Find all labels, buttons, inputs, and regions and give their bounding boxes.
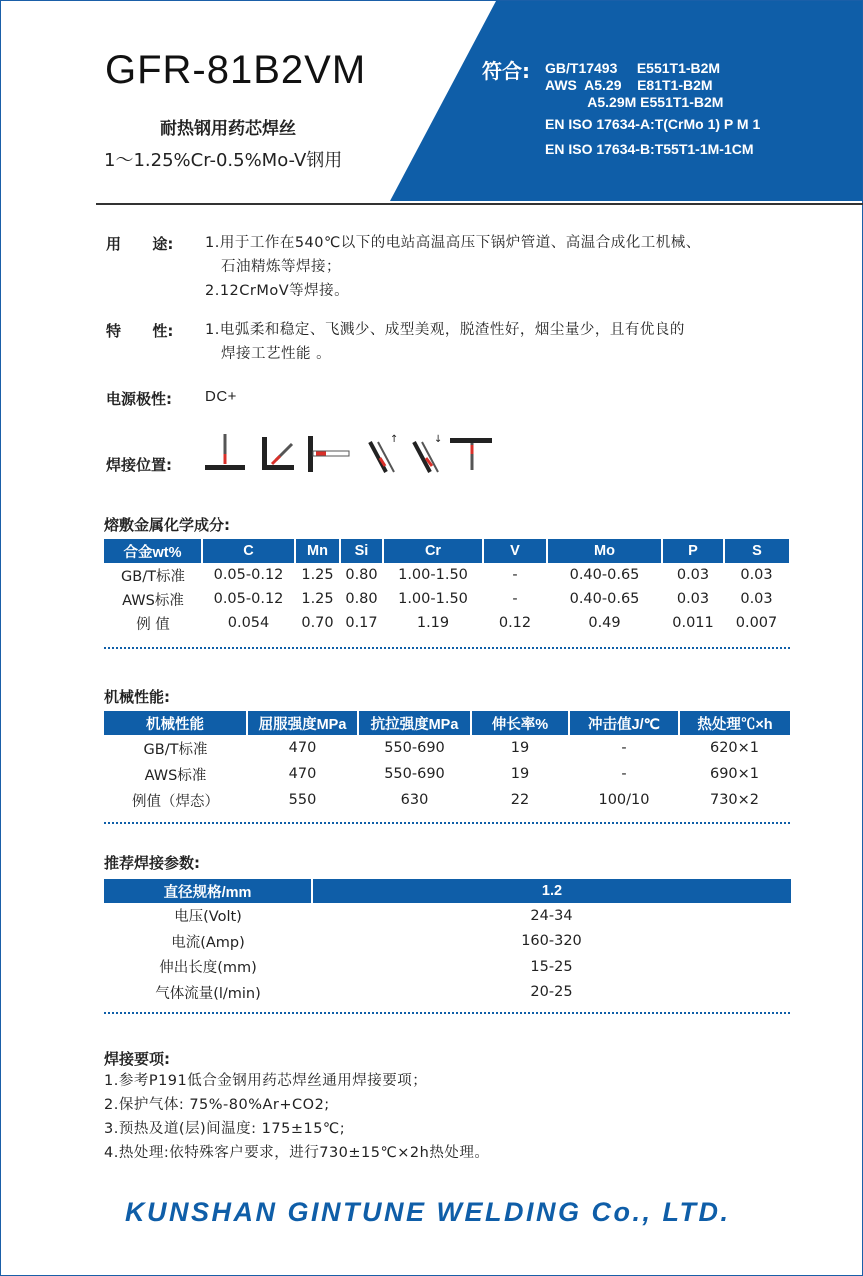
features-text bbox=[205, 318, 685, 366]
params-title: 推荐焊接参数: bbox=[104, 854, 200, 872]
table-cell: 730×2 bbox=[709, 792, 760, 808]
notes-list bbox=[104, 1069, 489, 1165]
table-cell: GB/T标准 bbox=[121, 568, 185, 585]
conform-line: EN ISO 17634-B:T55T1-1M-1CM bbox=[545, 141, 754, 157]
table-cell: 电压(Volt) bbox=[174, 909, 242, 926]
header-divider bbox=[96, 203, 863, 205]
table-cell: 0.40-0.65 bbox=[569, 591, 640, 607]
features-label: 特 性: bbox=[106, 322, 174, 340]
product-name: 耐热钢用药芯焊丝 bbox=[160, 119, 296, 139]
table-header-cell: 抗拉强度MPa bbox=[358, 711, 471, 735]
table-cell: - bbox=[512, 591, 518, 607]
table-header-cell: Cr bbox=[383, 539, 483, 563]
table-cell: 620×1 bbox=[709, 740, 760, 756]
table-header-cell: 机械性能 bbox=[104, 711, 247, 735]
chemistry-row bbox=[104, 587, 789, 611]
params-row bbox=[104, 929, 791, 955]
table-cell: 550-690 bbox=[384, 766, 445, 782]
usage-line: 石油精炼等焊接； bbox=[221, 259, 341, 275]
note-item: 4.热处理:依特殊客户要求，进行730±15℃×2h热处理。 bbox=[104, 1145, 490, 1161]
vertical-down-icon bbox=[414, 434, 442, 472]
table-cell: - bbox=[621, 766, 627, 782]
usage-line: 2.12CrMoV等焊接。 bbox=[205, 283, 350, 299]
table-cell: 1.25 bbox=[301, 591, 334, 607]
table-cell: 100/10 bbox=[598, 792, 650, 808]
horizontal-position-icon bbox=[308, 436, 349, 472]
polarity-value: DC+ bbox=[205, 388, 237, 405]
note-item: 3.预热及道(层)间温度: 175±15℃; bbox=[104, 1121, 346, 1137]
params-row bbox=[104, 954, 791, 980]
usage-line: 1.用于工作在540℃以下的电站高温高压下锅炉管道、高温合成化工机械、 bbox=[205, 235, 701, 251]
table-header-cell: 直径规格/mm bbox=[104, 879, 312, 903]
table-cell: 1.00-1.50 bbox=[398, 567, 468, 583]
table-header-cell: Si bbox=[340, 539, 383, 563]
product-composition: 1～1.25%Cr-0.5%Mo-V钢用 bbox=[104, 150, 343, 171]
company-name: KUNSHAN GINTUNE WELDING Co., LTD. bbox=[125, 1197, 731, 1227]
chemistry-table bbox=[104, 539, 789, 635]
svg-text:↑: ↑ bbox=[390, 434, 399, 445]
table-cell: 19 bbox=[510, 740, 530, 756]
table-cell: 24-34 bbox=[530, 907, 573, 924]
table-cell: 0.05-0.12 bbox=[213, 591, 284, 607]
dotted-divider bbox=[104, 822, 790, 824]
table-cell: 电流(Amp) bbox=[171, 934, 245, 951]
conform-line: GB/T17493 E551T1-B2M bbox=[545, 60, 721, 76]
table-cell: 0.011 bbox=[672, 615, 714, 631]
table-header-cell: S bbox=[724, 539, 789, 563]
notes-title: 焊接要项: bbox=[104, 1050, 170, 1068]
table-cell: 550 bbox=[288, 792, 317, 808]
table-cell: GB/T标准 bbox=[143, 741, 208, 758]
note-item: 1.参考P191低合金钢用药芯焊丝通用焊接要项； bbox=[104, 1073, 428, 1089]
note-item: 2.保护气体: 75%-80%Ar+CO2; bbox=[104, 1097, 330, 1113]
chemistry-row bbox=[104, 611, 789, 635]
conform-label: 符合: bbox=[482, 59, 530, 83]
table-cell: 20-25 bbox=[530, 984, 573, 1001]
table-cell: 15-25 bbox=[530, 958, 573, 975]
mechanical-row bbox=[104, 761, 790, 787]
table-cell: 1.00-1.50 bbox=[398, 591, 468, 607]
table-header-cell: P bbox=[662, 539, 724, 563]
conform-line: AWS A5.29 E81T1-B2M bbox=[545, 77, 713, 93]
table-cell: 0.03 bbox=[676, 591, 710, 607]
usage-text bbox=[205, 231, 701, 303]
table-cell: 0.70 bbox=[301, 615, 334, 631]
table-cell: 470 bbox=[288, 766, 317, 782]
table-cell: - bbox=[512, 567, 518, 583]
chemistry-row bbox=[104, 563, 789, 587]
product-model: GFR-81B2VM bbox=[105, 48, 367, 92]
table-cell: 22 bbox=[510, 792, 530, 808]
mechanical-table bbox=[104, 711, 790, 813]
flat-position-icon bbox=[205, 434, 245, 470]
table-cell: 0.03 bbox=[740, 567, 773, 583]
table-cell: 气体流量(l/min) bbox=[155, 985, 261, 1002]
mechanical-row bbox=[104, 787, 790, 813]
table-cell: 0.05-0.12 bbox=[213, 567, 284, 583]
table-cell: 690×1 bbox=[709, 766, 760, 782]
table-header-cell: 伸长率% bbox=[471, 711, 569, 735]
conform-standards bbox=[545, 60, 760, 158]
table-cell: 0.80 bbox=[345, 567, 378, 583]
conform-line: A5.29M E551T1-B2M bbox=[545, 94, 724, 110]
usage-label: 用 途: bbox=[106, 235, 174, 253]
table-header-cell: 1.2 bbox=[312, 879, 791, 903]
table-header-cell: Mo bbox=[547, 539, 662, 563]
horizontal-fillet-icon bbox=[262, 437, 294, 470]
table-cell: AWS标准 bbox=[144, 767, 207, 784]
table-header-cell: C bbox=[202, 539, 295, 563]
table-cell: 例值（焊态） bbox=[132, 793, 219, 810]
table-cell: - bbox=[621, 740, 627, 756]
chemistry-title: 熔敷金属化学成分: bbox=[104, 516, 230, 534]
mechanical-title: 机械性能: bbox=[104, 688, 170, 706]
table-cell: 0.17 bbox=[345, 615, 378, 631]
table-cell: 0.80 bbox=[345, 591, 378, 607]
vertical-up-icon bbox=[370, 434, 398, 472]
params-table bbox=[104, 879, 791, 1005]
polarity-label: 电源极性: bbox=[106, 390, 172, 408]
positions-label: 焊接位置: bbox=[106, 456, 172, 474]
table-cell: 470 bbox=[288, 740, 317, 756]
table-cell: 0.40-0.65 bbox=[569, 567, 640, 583]
table-header-cell: 冲击值J/℃ bbox=[569, 711, 679, 735]
table-cell: 550-690 bbox=[384, 740, 445, 756]
table-header-cell: 热处理℃×h bbox=[679, 711, 790, 735]
table-cell: 1.19 bbox=[416, 615, 450, 631]
mechanical-row bbox=[104, 735, 790, 761]
table-cell: 0.03 bbox=[740, 591, 773, 607]
features-line: 焊接工艺性能 。 bbox=[221, 346, 332, 362]
table-header-cell: V bbox=[483, 539, 547, 563]
params-row bbox=[104, 980, 791, 1006]
svg-text:↓: ↓ bbox=[434, 434, 443, 445]
dotted-divider bbox=[104, 1012, 790, 1014]
table-cell: 160-320 bbox=[521, 933, 582, 950]
welding-positions-icons bbox=[200, 432, 500, 477]
table-cell: 0.054 bbox=[227, 615, 270, 631]
table-header-cell: 屈服强度MPa bbox=[247, 711, 358, 735]
table-cell: 630 bbox=[400, 792, 429, 808]
table-header-cell: 合金wt% bbox=[104, 539, 202, 563]
table-cell: 0.49 bbox=[588, 615, 621, 631]
table-cell: AWS标准 bbox=[122, 592, 184, 609]
table-cell: 19 bbox=[510, 766, 530, 782]
overhead-position-icon bbox=[450, 438, 492, 470]
table-cell: 伸出长度(mm) bbox=[159, 960, 257, 977]
table-header-cell: Mn bbox=[295, 539, 340, 563]
table-cell: 例 值 bbox=[136, 616, 170, 633]
table-cell: 0.007 bbox=[735, 615, 778, 631]
params-row bbox=[104, 903, 791, 929]
table-cell: 0.12 bbox=[498, 615, 532, 631]
table-cell: 1.25 bbox=[301, 567, 334, 583]
features-line: 1.电弧柔和稳定、飞溅少、成型美观，脱渣性好，烟尘量少，且有优良的 bbox=[205, 322, 685, 338]
conform-line: EN ISO 17634-A:T(CrMo 1) P M 1 bbox=[545, 116, 761, 132]
dotted-divider bbox=[104, 647, 790, 649]
table-cell: 0.03 bbox=[676, 567, 710, 583]
